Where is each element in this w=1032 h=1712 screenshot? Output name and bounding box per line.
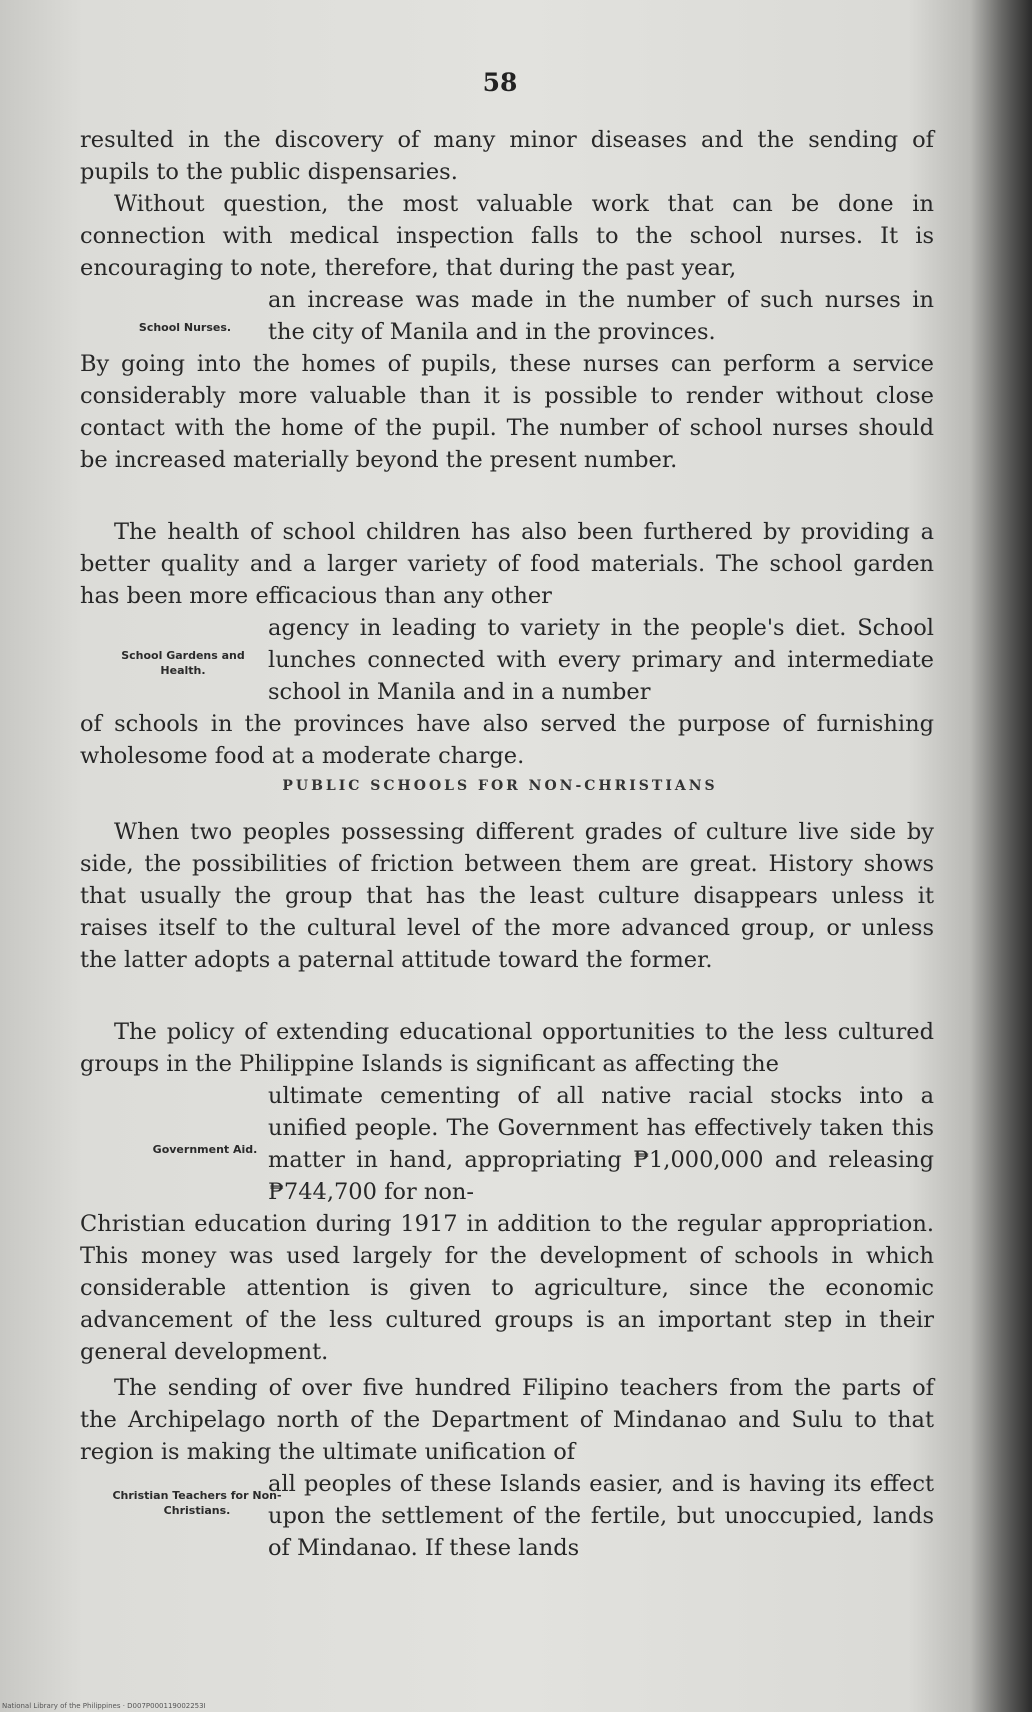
page-number: 58 [482, 68, 518, 97]
paragraph-health-intro: The health of school children has also been furthered by providing a better quality and a larger variety of food materials. The school garden has been more efficacious than any other [80, 519, 934, 609]
text-block-teachers [80, 1372, 934, 1468]
text-christian-teachers-side [268, 1468, 934, 1564]
margin-note-government-aid: Government Aid. [152, 1143, 258, 1156]
paragraph-school-nurses-intro: Without question, the most valuable work that can be done in connection with medical inspection falls to the school nurses. It is encouraging to note, therefore, that during the past year, [80, 191, 934, 281]
text-block-health-continued [80, 708, 934, 772]
paragraph-policy-intro: The policy of extending educational opportunities to the less cultured groups in the Philippine Islands is significant as affecting the [80, 1019, 934, 1077]
paragraph-christian-education: Christian education during 1917 in addition to the regular appropriation. This money was used largely for the development of schools in which considerable attention is given to agriculture, since the economic advancement of the less cultured groups is an important step in their general development. [80, 1211, 934, 1365]
paragraph-school-nurses-increase: an increase was made in the number of such nurses in the city of Manila and in the provinces. [268, 287, 934, 345]
text-school-gardens-side [268, 612, 934, 708]
margin-note-school-gardens: School Gardens and Health. [121, 649, 245, 677]
text-block-policy [80, 1016, 934, 1080]
paragraph-government-appropriation: ultimate cementing of all native racial stocks into a unified people. The Government has effectively taken this matter in hand, appropriating ₱1,000,000 and releasing ₱744,700 for non- [268, 1083, 934, 1205]
section-heading: PUBLIC SCHOOLS FOR NON-CHRISTIANS [282, 778, 718, 794]
text-block-culture [80, 816, 934, 976]
text-block-health [80, 516, 934, 612]
margin-note-christian-teachers: Christian Teachers for Non-Christians. [112, 1489, 282, 1517]
paragraph-school-lunches: agency in leading to variety in the people's diet. School lunches connected with every primary and intermediate school in Manila and in a number [268, 615, 934, 705]
paragraph-nurses-homes: By going into the homes of pupils, these nurses can perform a service considerably more valuable than it is possible to render without close contact with the home of the pupil. The number of school nurses should be increased materially beyond the present number. [80, 351, 934, 473]
paragraph-dispensaries: resulted in the discovery of many minor diseases and the sending of pupils to the public dispensaries. [80, 127, 934, 185]
text-block-top [80, 124, 934, 284]
margin-note-school-nurses: School Nurses. [138, 321, 232, 334]
text-school-nurses-side [268, 284, 934, 348]
text-government-aid-side [268, 1080, 934, 1208]
paragraph-two-peoples: When two peoples possessing different grades of culture live side by side, the possibilities of friction between them are great. History shows that usually the group that has the least culture disappears unless it raises itself to the cultural level of the more advanced group, or unless the latter adopts a paternal attitude toward the former. [80, 819, 934, 973]
paragraph-wholesome-food: of schools in the provinces have also served the purpose of furnishing wholesome food at a moderate charge. [80, 711, 934, 769]
text-block-policy-continued [80, 1208, 934, 1368]
paragraph-teachers-intro: The sending of over five hundred Filipino teachers from the parts of the Archipelago north of the Department of Mindanao and Sulu to that region is making the ultimate unification of [80, 1375, 934, 1465]
text-block-nurses-continued [80, 348, 934, 476]
footer-credit: National Library of the Philippines · D007P000119002253I [2, 1702, 206, 1710]
paragraph-mindanao-lands: all peoples of these Islands easier, and is having its effect upon the settlement of the fertile, but unoccupied, lands of Mindanao. If these lands [268, 1471, 934, 1561]
